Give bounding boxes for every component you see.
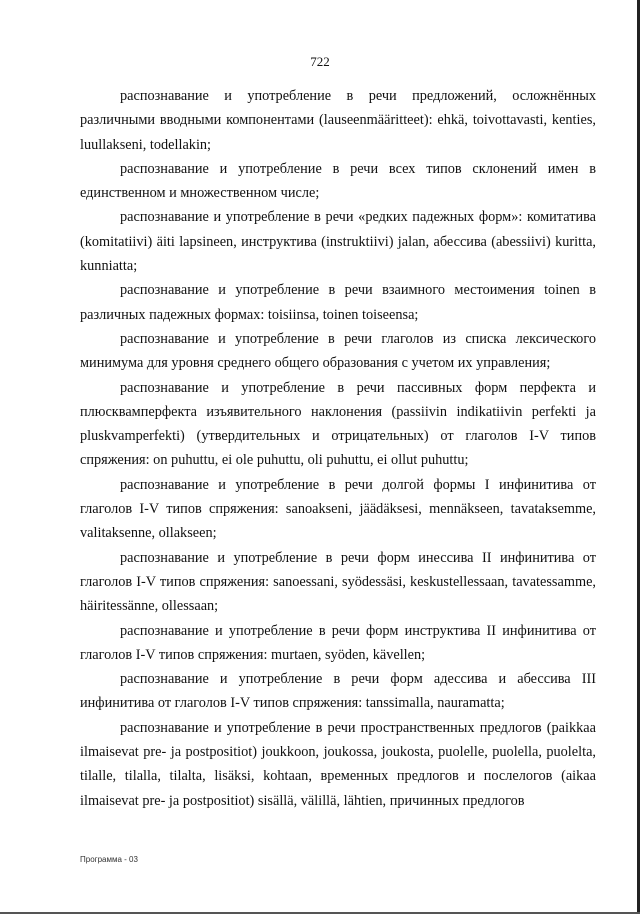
paragraph: распознавание и употребление в речи долгой формы I инфинитива от глаголов I-V типов спряжения: sanoakseni, jäädäksesi, mennäkseen, tavataksemme, valitaksenne, ollakseen; xyxy=(80,476,596,542)
paragraph: распознавание и употребление в речи форм адессива и абессива III инфинитива от глаголов I-V типов спряжения: tanssimalla, nauramatta; xyxy=(80,671,596,712)
paragraph: распознавание и употребление в речи взаимного местоимения toinen в различных падежных формах: toisiinsa, toinen toiseensa; xyxy=(80,282,596,323)
document-body xyxy=(80,84,596,813)
page-number: 722 xyxy=(310,54,330,69)
paragraph: распознавание и употребление в речи форм инессива II инфинитива от глаголов I-V типов спряжения: sanoessani, syödessäsi, keskustellessaan, tavatessamme, häiritessänne, ollessaan; xyxy=(80,549,596,615)
page-footer: Программа - 03 xyxy=(80,855,138,864)
paragraph: распознавание и употребление в речи предложений, осложнённых различными вводными компонентами (lauseenmääritteet): ehkä, toivottavasti, kenties, luullakseni, todellakin; xyxy=(80,88,596,153)
paragraph: распознавание и употребление в речи форм инструктива II инфинитива от глаголов I-V типов спряжения: murtaen, syöden, kävellen; xyxy=(80,622,596,663)
paragraph: распознавание и употребление в речи пассивных форм перфекта и плюсквамперфекта изъявительного наклонения (passiivin indikatiivin perfekti ja pluskvamperfekti) (утвердительных и отрицательных) от глаголов I-V типов спряжения: on puhuttu, ei ole puhuttu, oli puhuttu, ei ollut puhuttu; xyxy=(80,379,596,469)
paragraph: распознавание и употребление в речи всех типов склонений имен в единственном и множественном числе; xyxy=(80,160,596,202)
paragraph: распознавание и употребление в речи глаголов из списка лексического минимума для уровня среднего общего образования с учетом их управления; xyxy=(80,330,596,372)
paragraph: распознавание и употребление в речи пространственных предлогов (paikkaa ilmaisevat pre- ja postpositiot) joukkoon, joukossa, joukosta, puolelle, puolella, puolelta, tilalle, tilalla, tilalta, lisäksi, kohtaan, временных предлогов и послелогов (aikaa ilmaisevat pre- ja postpositiot) sisällä, välillä, lähtien, причинных предлогов xyxy=(80,719,596,809)
paragraph: распознавание и употребление в речи «редких падежных форм»: комитатива (komitatiivi) äiti lapsineen, инструктива (instruktiivi) jalan, абессива (abessiivi) kuritta, kunniatta; xyxy=(80,209,596,275)
